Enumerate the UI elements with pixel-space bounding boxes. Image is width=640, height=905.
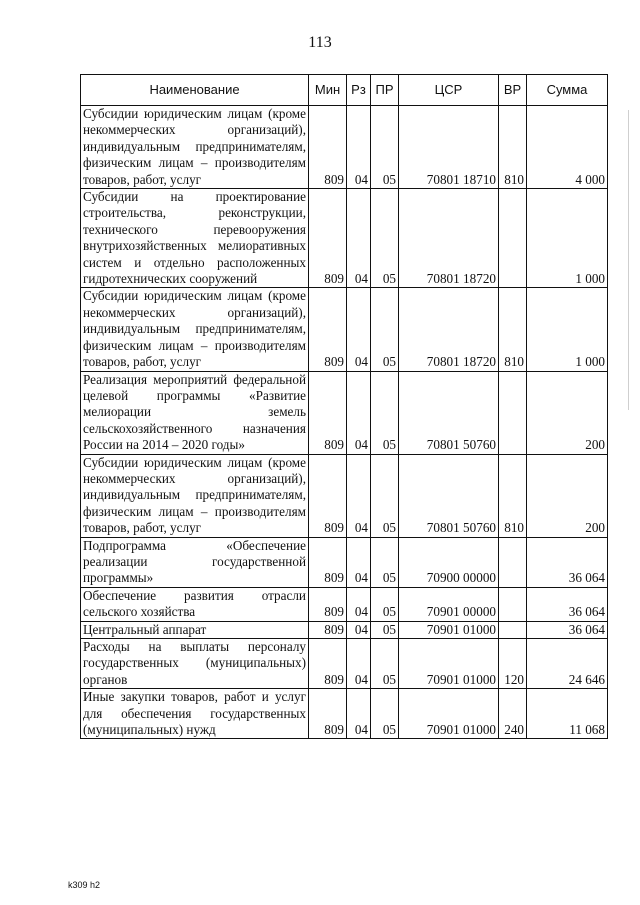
table-header-row [81, 75, 608, 106]
header-csr: ЦСР [399, 75, 499, 106]
cell-amount: 36 064 [527, 621, 608, 638]
cell-pr: 05 [371, 288, 399, 371]
cell-pr: 05 [371, 371, 399, 454]
cell-pr: 05 [371, 621, 399, 638]
cell-vr: 810 [499, 106, 527, 189]
cell-vr [499, 537, 527, 587]
table-row [81, 288, 608, 371]
cell-vr [499, 189, 527, 288]
cell-min: 809 [309, 639, 347, 689]
cell-vr: 240 [499, 689, 527, 739]
cell-min: 809 [309, 454, 347, 537]
cell-amount: 1 000 [527, 288, 608, 371]
cell-rz: 04 [347, 587, 371, 621]
cell-amount: 36 064 [527, 537, 608, 587]
cell-csr: 70801 18720 [399, 288, 499, 371]
cell-csr: 70901 01000 [399, 639, 499, 689]
table-row [81, 587, 608, 621]
cell-min: 809 [309, 371, 347, 454]
cell-pr: 05 [371, 537, 399, 587]
cell-vr: 120 [499, 639, 527, 689]
cell-name: Реализация мероприятий федеральной целевой программы «Развитие мелиорации земель сельскохозяйственного назначения России на 2014 – 2020 годы» [81, 371, 309, 454]
cell-vr [499, 587, 527, 621]
cell-rz: 04 [347, 621, 371, 638]
cell-vr [499, 371, 527, 454]
budget-table [80, 74, 608, 739]
header-min: Мин [309, 75, 347, 106]
cell-vr: 810 [499, 454, 527, 537]
header-rz: Рз [347, 75, 371, 106]
cell-min: 809 [309, 106, 347, 189]
cell-pr: 05 [371, 689, 399, 739]
cell-rz: 04 [347, 454, 371, 537]
cell-rz: 04 [347, 689, 371, 739]
cell-min: 809 [309, 621, 347, 638]
cell-vr: 810 [499, 288, 527, 371]
cell-csr: 70901 01000 [399, 689, 499, 739]
cell-name: Субсидии юридическим лицам (кроме некоммерческих организаций), индивидуальным предпринимателям, физическим лицам – производителям товаров, работ, услуг [81, 288, 309, 371]
cell-name: Центральный аппарат [81, 621, 309, 638]
cell-pr: 05 [371, 639, 399, 689]
header-pr: ПР [371, 75, 399, 106]
cell-amount: 4 000 [527, 106, 608, 189]
cell-rz: 04 [347, 537, 371, 587]
cell-rz: 04 [347, 189, 371, 288]
cell-csr: 70901 01000 [399, 621, 499, 638]
cell-amount: 36 064 [527, 587, 608, 621]
cell-rz: 04 [347, 288, 371, 371]
header-vr: ВР [499, 75, 527, 106]
cell-vr [499, 621, 527, 638]
table-row [81, 454, 608, 537]
cell-rz: 04 [347, 106, 371, 189]
page-number: 113 [308, 34, 332, 51]
table-row [81, 639, 608, 689]
cell-name: Расходы на выплаты персоналу государственных (муниципальных) органов [81, 639, 309, 689]
cell-name: Субсидии на проектирование строительства, реконструкции, технического перевооружения внутрихозяйственных мелиоративных систем и отдельно расположенных гидротехнических сооружений [81, 189, 309, 288]
cell-min: 809 [309, 189, 347, 288]
cell-pr: 05 [371, 454, 399, 537]
table-row [81, 621, 608, 638]
table-row [81, 537, 608, 587]
cell-pr: 05 [371, 587, 399, 621]
cell-pr: 05 [371, 189, 399, 288]
cell-csr: 70801 18720 [399, 189, 499, 288]
header-name: Наименование [81, 75, 309, 106]
cell-rz: 04 [347, 639, 371, 689]
cell-csr: 70801 50760 [399, 371, 499, 454]
cell-csr: 70801 18710 [399, 106, 499, 189]
cell-csr: 70901 00000 [399, 587, 499, 621]
cell-csr: 70900 00000 [399, 537, 499, 587]
header-amount: Сумма [527, 75, 608, 106]
scan-edge-line [628, 110, 629, 410]
footer-stamp: k309 h2 [68, 880, 101, 890]
cell-name: Подпрограмма «Обеспечение реализации государственной программы» [81, 537, 309, 587]
table-row [81, 106, 608, 189]
cell-name: Иные закупки товаров, работ и услуг для обеспечения государственных (муниципальных) нужд [81, 689, 309, 739]
cell-amount: 24 646 [527, 639, 608, 689]
cell-name: Субсидии юридическим лицам (кроме некоммерческих организаций), индивидуальным предпринимателям, физическим лицам – производителям товаров, работ, услуг [81, 454, 309, 537]
cell-amount: 1 000 [527, 189, 608, 288]
table-row [81, 189, 608, 288]
cell-rz: 04 [347, 371, 371, 454]
cell-name: Субсидии юридическим лицам (кроме некоммерческих организаций), индивидуальным предпринимателям, физическим лицам – производителям товаров, работ, услуг [81, 106, 309, 189]
cell-csr: 70801 50760 [399, 454, 499, 537]
cell-min: 809 [309, 288, 347, 371]
cell-amount: 11 068 [527, 689, 608, 739]
table-row [81, 689, 608, 739]
cell-min: 809 [309, 537, 347, 587]
cell-name: Обеспечение развития отрасли сельского хозяйства [81, 587, 309, 621]
cell-amount: 200 [527, 454, 608, 537]
cell-pr: 05 [371, 106, 399, 189]
cell-amount: 200 [527, 371, 608, 454]
cell-min: 809 [309, 587, 347, 621]
cell-min: 809 [309, 689, 347, 739]
table-row [81, 371, 608, 454]
